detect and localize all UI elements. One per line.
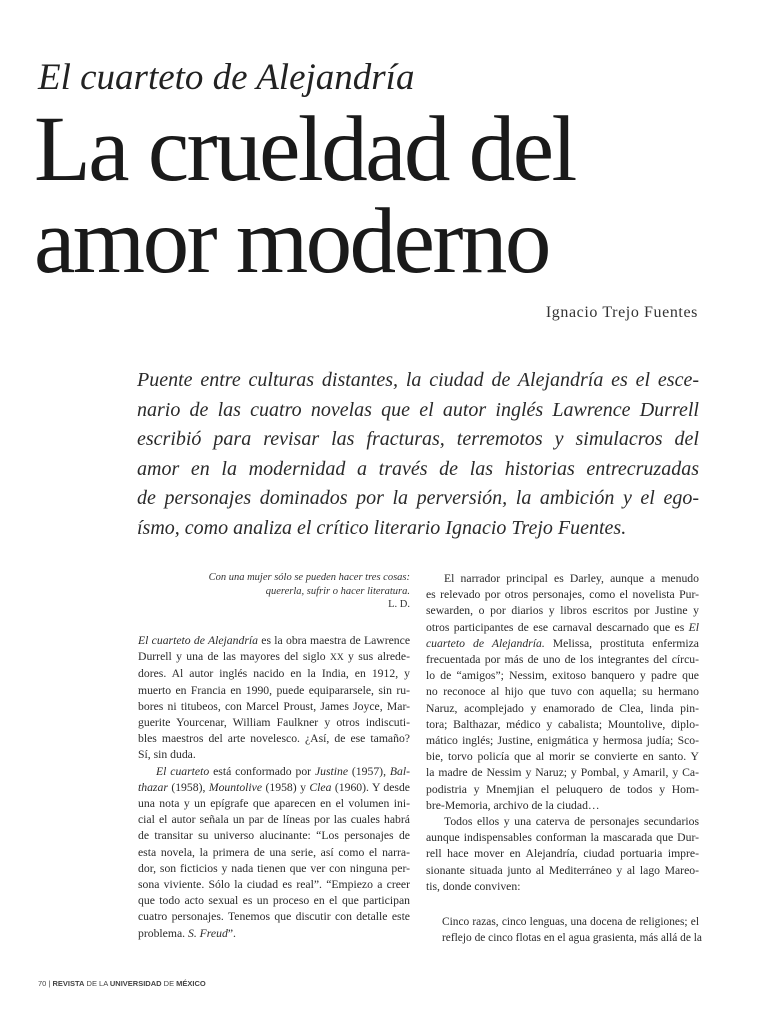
body-line: tora; Balthazar, médico y cabalista; Mountolive, diplo- — [426, 717, 699, 731]
body-line: Todos ellos y una caterva de personajes secundarios — [444, 815, 699, 829]
body-line: lo de “amigos”; Nessim, exitoso banquero y padre que — [426, 669, 699, 683]
body-line: Durrell y una de las mayores del siglo XX y sus alrede- — [138, 650, 410, 664]
body-line: dor, son ficticios y nada tienen que ver con ninguna per- — [138, 861, 410, 875]
epigraph — [180, 571, 410, 612]
lead-line: ísmo, como analiza el crítico literario Ignacio Trejo Fuentes. — [137, 516, 627, 539]
body-line: Sí, sin duda. — [138, 748, 196, 762]
body-line: aunque indispensables conforman la mascarada que Dur- — [426, 831, 699, 845]
body-line: Naruz, acomplejado y enamorado de Clea, linda pin- — [426, 701, 699, 715]
lead-paragraph — [137, 366, 699, 543]
body-line: podistria y Mnemjian el peluquero de todos y Hom- — [426, 782, 699, 796]
body-column-right — [426, 571, 699, 895]
body-line: sona viviente. Sólo la ciudad es real”. “Empiezo a creer — [138, 878, 410, 892]
body-line: sewarden, o por diarios y libros escritos por Justine y — [426, 604, 699, 618]
body-line: thazar (1958), Mountolive (1958) y Clea (1960). Y desde — [138, 780, 410, 794]
lead-line: de personajes dominados por la perversión, la ambición y el ego- — [137, 487, 699, 509]
title-line: amor moderno — [34, 190, 549, 293]
body-line: El cuarteto está conformado por Justine (1957), Bal- — [156, 764, 410, 778]
body-line: bores ni titubeos, con Marcel Proust, James Joyce, Mar- — [138, 699, 410, 713]
body-line: la madre de Nessim y Naruz; y Pombal, y Amaril, y Ca- — [426, 766, 699, 780]
body-line: muerto en Francia en 1990, puede equipararsele, sin ru- — [138, 683, 410, 697]
lead-line: nario de las cuatro novelas que el autor inglés Lawrence Durrell — [137, 398, 699, 421]
body-line: cuatro personajes. Tenemos que discutir con detalle este — [138, 910, 410, 924]
quote-line: reflejo de cinco flotas en el agua grasienta, más allá de la — [442, 932, 702, 945]
page-footer: 70 | REVISTA DE LA UNIVERSIDAD DE MÉXICO — [38, 979, 206, 988]
body-line: de transitar su universo alucinante: “Los personajes de — [138, 829, 410, 843]
body-line: mático inglés; Justine, enigmática y hermosa judía; Sco- — [426, 734, 699, 748]
quote-line: Cinco razas, cinco lenguas, una docena de religiones; el — [442, 916, 699, 928]
body-line: sionante situada junto al Mediterráneo y al lago Mareo- — [426, 863, 699, 877]
lead-line: Puente entre culturas distantes, la ciudad de Alejandría es el esce- — [137, 369, 699, 391]
body-line: es relevado por otros personajes, como el novelista Pur- — [426, 588, 699, 602]
body-line: no reconoce al hijo que tuvo con aquella; su hermano — [426, 685, 699, 699]
body-line: El narrador principal es Darley, aunque a menudo — [444, 572, 699, 585]
body-line: bie, torvo policía que al morir se convierte en santo. Y — [426, 750, 699, 764]
body-line: tis, donde conviven: — [426, 879, 521, 893]
body-line: dores. Al autor inglés nacido en la India, en 1912, y — [138, 667, 410, 681]
body-line: cial el autor señala un par de líneas por las cuales habrá — [138, 813, 410, 827]
series-kicker: El cuarteto de Alejandría — [38, 57, 415, 98]
body-line: guerite Yourcenar, William Faulkner y otros indiscuti- — [138, 716, 410, 730]
body-line: bles maestros del arte novelesco. ¿Así, de ese tamaño? — [138, 732, 410, 746]
body-line: cuarteto de Alejandría. Melissa, prostituta enfermiza — [426, 636, 699, 650]
body-line: que todo acto sexual es un proceso en el que participan — [138, 894, 410, 908]
body-column-left — [138, 633, 410, 942]
body-line: frecuentada por más de uno de los integrantes del círcu- — [426, 653, 699, 667]
epigraph-line: Con una mujer sólo se pueden hacer tres cosas: — [208, 572, 410, 583]
body-line: otros participantes de ese carnaval descarnado que es El — [426, 620, 699, 634]
footer-separator: | — [48, 979, 51, 988]
epigraph-attribution: L. D. — [388, 599, 410, 610]
block-quote — [442, 914, 702, 946]
title-line: La crueldad del — [34, 98, 575, 201]
body-line: esta novela, la primera de una serie, así como el narra- — [138, 845, 410, 859]
epigraph-line: quererla, sufrir o hacer literatura. — [265, 585, 410, 597]
article-title — [34, 98, 575, 293]
author-byline: Ignacio Trejo Fuentes — [545, 304, 698, 321]
lead-line: amor en la modernidad a través de las historias entrecruzadas — [137, 457, 699, 480]
body-line: una nota y un epígrafe que aparecen en el volumen ini- — [138, 797, 410, 811]
body-line: problema. S. Freud”. — [138, 926, 236, 940]
body-line: rell hace mover en Alejandría, ciudad portuaria impre- — [426, 847, 699, 861]
body-line: El cuarteto de Alejandría es la obra maestra de Lawrence — [138, 634, 411, 647]
body-line: bre-Memoria, archivo de la ciudad… — [426, 798, 600, 812]
book-title: El cuarteto de Alejandría — [138, 634, 258, 647]
page-number: 70 — [38, 979, 47, 988]
lead-line: escribió para revisar las fracturas, terremotos y simulacros del — [137, 428, 699, 450]
